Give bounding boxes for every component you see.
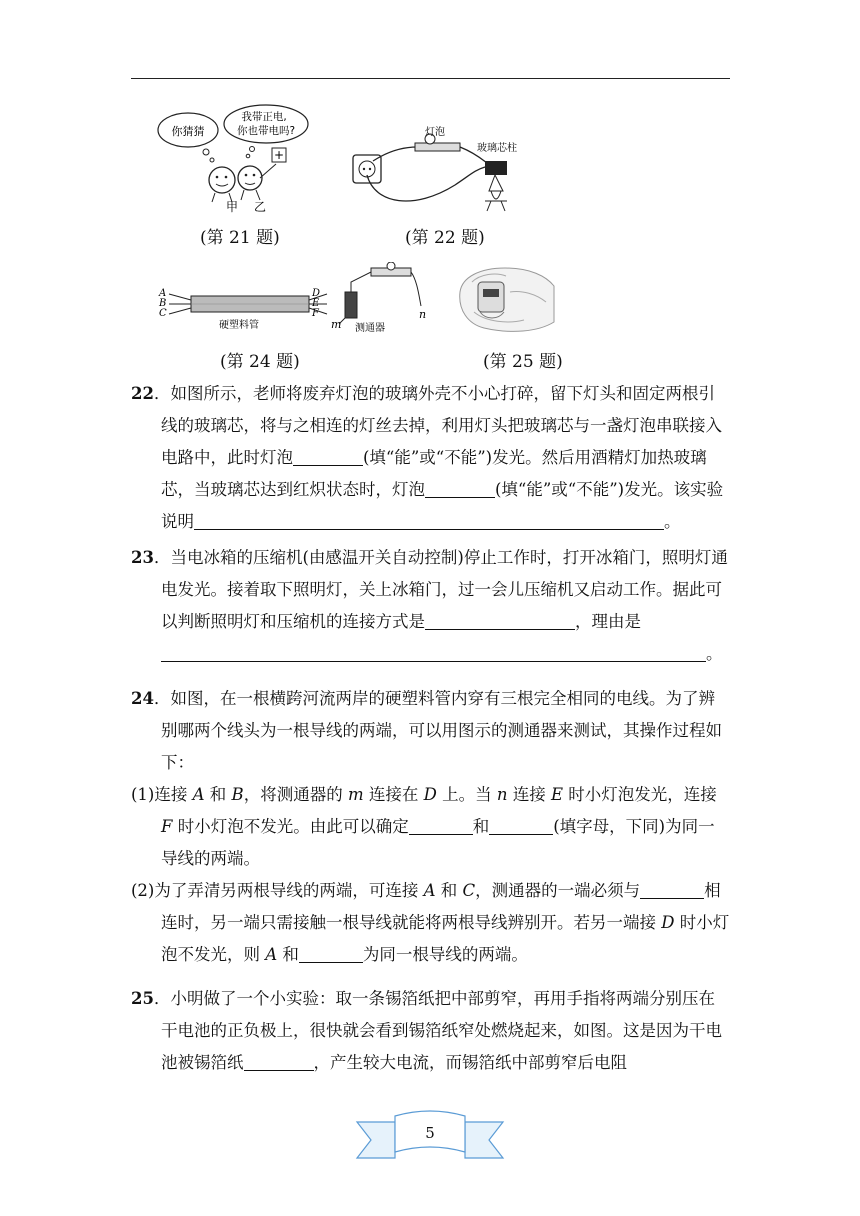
fig24-end-D: D bbox=[312, 288, 321, 299]
fig24-end-F: F bbox=[312, 308, 319, 319]
q25-blank-1[interactable] bbox=[244, 1052, 314, 1071]
q23-text-2: ，理由是 bbox=[575, 612, 641, 631]
q24-blank-2[interactable] bbox=[489, 816, 553, 835]
q22-text-4: 。 bbox=[664, 512, 681, 531]
fig21-label-jia: 甲 bbox=[225, 200, 239, 214]
figure-25 bbox=[450, 262, 560, 337]
fig24-label-pipe: 硬塑料管 bbox=[219, 320, 259, 331]
fig24-label-m: m bbox=[331, 318, 342, 331]
q23-number: 23 bbox=[131, 548, 154, 567]
q24-part-1: (1)连接 A 和 B，将测通器的 m 连接在 D 上。当 n 连接 E 时小灯泡发光，连接 F 时小灯泡不发光。由此可以确定 和 (填字母，下同)为同一导线的两端。 bbox=[131, 785, 717, 868]
fig24-end-C: C bbox=[159, 308, 167, 319]
q22-text-3: (填“能”或“不能”)发光。该实验说明 bbox=[161, 480, 724, 531]
figure-21 bbox=[150, 104, 320, 214]
q22-blank-2[interactable] bbox=[425, 479, 495, 498]
fig22-caption: (第 22 题) bbox=[405, 228, 485, 248]
q25-text-2: ，产生较大电流，而锡箔纸中部剪窄后电阻 bbox=[313, 1053, 627, 1072]
q24-part-2: (2)为了弄清另两根导线的两端，可连接 A 和 C，测通器的一端必须与 相连时，另一端只需接触一根导线就能将两根导线辨别开。若另一端接 D 时小灯泡不发光，则 A 和 为同一根导线的两端。 bbox=[131, 881, 730, 964]
q24-blank-3[interactable] bbox=[640, 880, 704, 899]
fig24-label-n: n bbox=[419, 308, 427, 321]
q22-text-2: (填“能”或“不能”)发光。然后用酒精灯加热玻璃芯，当玻璃芯达到红炽状态时，灯泡 bbox=[161, 448, 707, 499]
question-24 bbox=[131, 683, 731, 971]
fig21-bubble-right-line1: 我带正电, bbox=[241, 111, 287, 123]
fig25-caption: (第 25 题) bbox=[483, 352, 563, 372]
q22-text-1: ．如图所示，老师将废弃灯泡的玻璃外壳不小心打碎，留下灯头和固定两根引线的玻璃芯，将与之相连的灯丝去掉，利用灯头把玻璃芯与一盏灯泡串联接入电路中，此时灯泡 bbox=[153, 384, 722, 467]
q23-blank-2[interactable] bbox=[161, 643, 706, 662]
question-22 bbox=[131, 378, 731, 538]
fig24-label-tester: 测通器 bbox=[355, 323, 385, 334]
q22-number: 22 bbox=[131, 384, 154, 403]
fig22-label-glass: 玻璃芯柱 bbox=[477, 143, 517, 154]
q23-text-3: 。 bbox=[706, 644, 723, 663]
fig21-bubble-left: 你猜猜 bbox=[171, 125, 205, 138]
fig24-caption: (第 24 题) bbox=[220, 352, 300, 372]
fig24-end-E: E bbox=[312, 298, 320, 309]
figure-24 bbox=[155, 262, 450, 337]
fig22-label-bulb: 灯泡 bbox=[425, 127, 445, 138]
q24-number: 24 bbox=[131, 689, 154, 708]
q23-blank-1[interactable] bbox=[425, 611, 575, 630]
q22-blank-1[interactable] bbox=[293, 447, 363, 466]
q24-text-1: ．如图，在一根横跨河流两岸的硬塑料管内穿有三根完全相同的电线。为了辨别哪两个线头为一根导线的两端，可以用图示的测通器来测试，其操作过程如下： bbox=[153, 689, 722, 772]
figure-22 bbox=[345, 125, 530, 215]
question-25 bbox=[131, 983, 731, 1079]
fig21-bubble-right-line2: 你也带电吗? bbox=[236, 125, 296, 137]
q24-blank-1[interactable] bbox=[409, 816, 473, 835]
fig21-label-yi: 乙 bbox=[253, 200, 267, 214]
question-23 bbox=[131, 542, 731, 670]
fig21-plus-sign: + bbox=[273, 148, 285, 162]
q25-number: 25 bbox=[131, 989, 154, 1008]
header-rule bbox=[131, 78, 730, 79]
fig24-end-A: A bbox=[159, 288, 167, 299]
q25-text-1: ．小明做了一个小实验：取一条锡箔纸把中部剪窄，再用手指将两端分别压在干电池的正负极上，很快就会看到锡箔纸窄处燃烧起来，如图。这是因为干电池被锡箔纸 bbox=[153, 989, 722, 1072]
fig21-caption: (第 21 题) bbox=[200, 228, 280, 248]
page-number: 5 bbox=[425, 1124, 435, 1142]
fig24-end-B: B bbox=[159, 298, 167, 309]
q23-text-1: ．当电冰箱的压缩机(由感温开关自动控制)停止工作时，打开冰箱门，照明灯通电发光。接着取下照明灯，关上冰箱门，过一会儿压缩机又启动工作。据此可以判断照明灯和压缩机的连接方式是 bbox=[153, 548, 728, 631]
q24-blank-4[interactable] bbox=[299, 944, 363, 963]
q22-blank-3[interactable] bbox=[194, 511, 664, 530]
